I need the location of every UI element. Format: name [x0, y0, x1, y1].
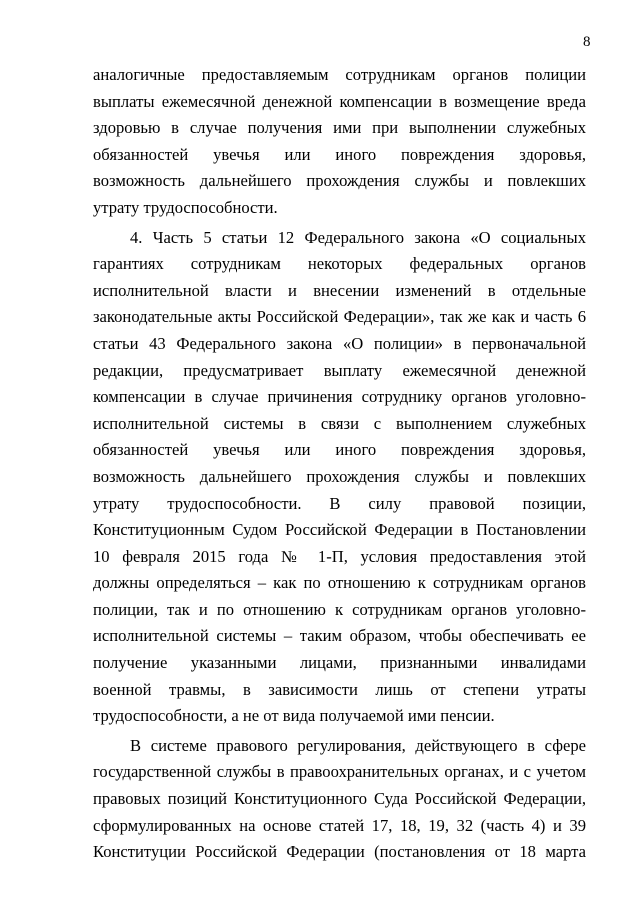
text-line: статьи 43 Федерального закона «О полиции» в первоначальной: [93, 333, 586, 353]
text-line: исполнительной власти и внесении изменений в отдельные: [93, 280, 586, 300]
text-line: исполнительной системы – таким образом, чтобы обеспечивать ее: [93, 626, 586, 646]
text-line: редакции, предусматривает выплату ежемесячной денежной: [93, 360, 586, 380]
body-text: [93, 62, 586, 866]
text-line: аналогичные предоставляемым сотрудникам органов полиции: [93, 65, 586, 84]
text-line: выплаты ежемесячной денежной компенсации в возмещение вреда: [93, 91, 586, 111]
text-line: законодательные акты Российской Федерации», так же как и часть 6: [93, 307, 586, 327]
text-line: 4. Часть 5 статьи 12 Федерального закона «О социальных: [130, 227, 586, 247]
text-line: военной травмы, в зависимости лишь от степени утраты: [93, 679, 586, 699]
text-line: В системе правового регулирования, действующего в сфере: [130, 735, 586, 755]
paragraph: [93, 225, 586, 730]
text-line: Конституции Российской Федерации (постановления от 18 марта: [93, 842, 586, 862]
text-line: сформулированных на основе статей 17, 18, 19, 32 (часть 4) и 39: [93, 815, 586, 835]
text-line: должны определяться – как по отношению к сотрудникам органов: [93, 573, 586, 593]
paragraph: [93, 62, 586, 222]
text-line: обязанностей увечья или иного повреждения здоровья,: [93, 440, 586, 460]
text-line: утрату трудоспособности. В силу правовой позиции,: [93, 493, 586, 513]
text-line: гарантиях сотрудникам некоторых федеральных органов: [93, 254, 586, 274]
text-line: получение указанными лицами, признанными инвалидами: [93, 653, 586, 673]
text-line: утрату трудоспособности.: [93, 197, 278, 217]
paragraph: [93, 733, 586, 866]
text-line: полиции, так и по отношению к сотрудникам органов уголовно-: [93, 599, 586, 619]
text-line: обязанностей увечья или иного повреждения здоровья,: [93, 144, 586, 164]
text-line: возможность дальнейшего прохождения службы и повлекших: [93, 466, 586, 486]
text-line: исполнительной системы в связи с выполнением служебных: [93, 413, 586, 433]
page-number: 8: [583, 34, 591, 50]
text-line: возможность дальнейшего прохождения службы и повлекших: [93, 171, 586, 191]
text-line: трудоспособности, а не от вида получаемой ими пенсии.: [93, 706, 495, 726]
text-line: государственной службы в правоохранительных органах, и с учетом: [93, 762, 586, 782]
text-line: компенсации в случае причинения сотруднику органов уголовно-: [93, 387, 586, 407]
text-line: 10 февраля 2015 года № 1-П, условия предоставления этой: [93, 546, 586, 566]
text-line: правовых позиций Конституционного Суда Российской Федерации,: [93, 789, 586, 809]
text-line: здоровью в случае получения ими при выполнении служебных: [93, 118, 586, 138]
text-line: Конституционным Судом Российской Федерации в Постановлении: [93, 520, 586, 540]
